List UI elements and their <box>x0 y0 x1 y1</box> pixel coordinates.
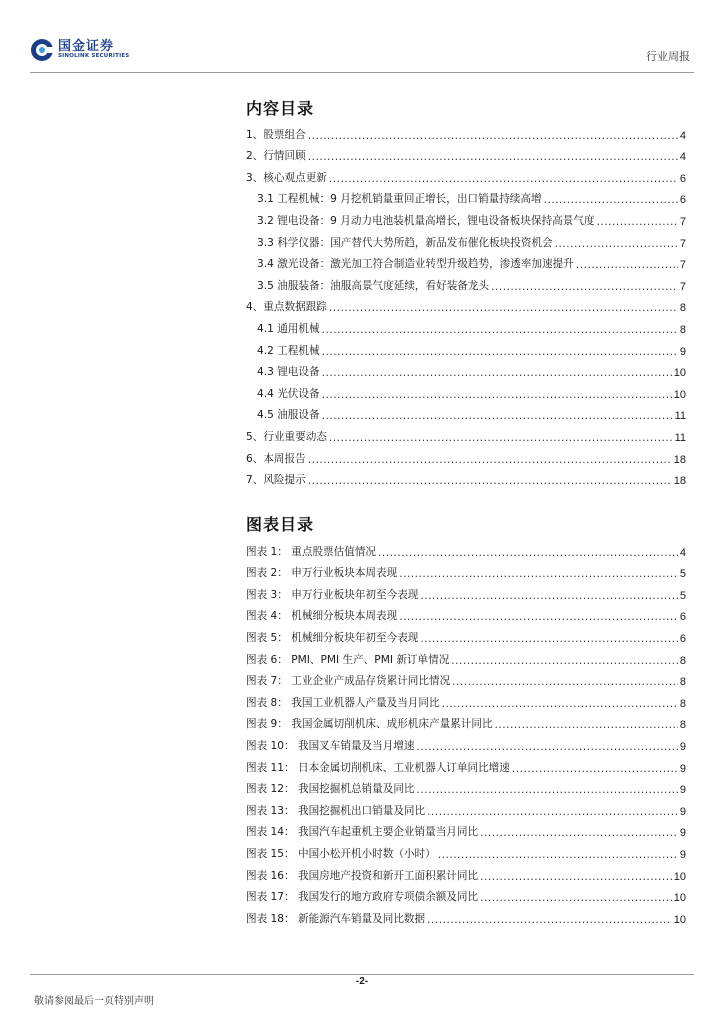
toc-entry[interactable] <box>246 142 686 164</box>
logo-english-name: SINOLINK SECURITIES <box>58 53 130 60</box>
dot-leader <box>495 719 678 731</box>
figure-entry[interactable] <box>246 861 686 883</box>
dot-leader <box>417 741 678 753</box>
dot-leader <box>308 454 672 466</box>
toc-entry-label: 1、股票组合 <box>246 128 306 141</box>
toc-entry[interactable] <box>246 336 686 358</box>
toc-entry-label: 3.3 科学仪器：国产替代大势所趋，新品发布催化板块投资机会 <box>257 236 553 249</box>
toc-entry-label: 5、行业重要动态 <box>246 430 327 443</box>
toc-entry-page-number: 18 <box>673 475 686 488</box>
figure-entry-label: 图表 5： 机械细分板块年初至今表现 <box>246 631 419 644</box>
toc-entry-page-number: 10 <box>673 388 686 401</box>
dot-leader <box>329 173 678 185</box>
toc-entry[interactable] <box>246 120 686 142</box>
toc-entry-page-number: 7 <box>679 215 686 228</box>
dot-leader <box>480 871 672 883</box>
figure-entry-label: 图表 16： 我国房地产投资和新开工面积累计同比 <box>246 869 479 882</box>
toc-entry-label: 2、行情回顾 <box>246 150 306 163</box>
toc-entry-page-number: 18 <box>673 453 686 466</box>
toc-entry-page-number: 9 <box>679 345 686 358</box>
figure-entry-page-number: 9 <box>679 740 686 753</box>
figure-entry-page-number: 6 <box>679 632 686 645</box>
figure-entry-page-number: 9 <box>679 827 686 840</box>
logo-chinese-name: 国金证券 <box>58 39 115 55</box>
figures-list <box>246 537 686 926</box>
figure-entry-page-number: 8 <box>679 697 686 710</box>
toc-entry-label: 3.4 激光设备：激光加工符合制造业转型升级趋势，渗透率加速提升 <box>257 258 574 271</box>
toc-entry-page-number: 7 <box>679 280 686 293</box>
dot-leader <box>512 763 678 775</box>
dot-leader <box>452 676 678 688</box>
figure-entry-label: 图表 17： 我国发行的地方政府专项债余额及同比 <box>246 891 479 904</box>
figure-entry-page-number: 9 <box>679 848 686 861</box>
dot-leader <box>427 806 678 818</box>
figure-entry-label: 图表 15： 中国小松开机小时数（小时） <box>246 847 436 860</box>
figure-entry[interactable] <box>246 883 686 905</box>
figure-entry[interactable] <box>246 839 686 861</box>
figure-entry-page-number: 9 <box>679 784 686 797</box>
toc-entry[interactable] <box>246 358 686 380</box>
figure-entry-label: 图表 3： 申万行业板块年初至今表现 <box>246 588 419 601</box>
toc-entry-page-number: 8 <box>679 302 686 315</box>
dot-leader <box>420 590 677 602</box>
toc-entry-label: 4.5 油服设备 <box>257 409 320 422</box>
figure-entry-page-number: 5 <box>679 589 686 602</box>
toc-entry[interactable] <box>246 293 686 315</box>
toc-list <box>246 120 686 487</box>
company-logo <box>30 38 129 62</box>
toc-entry[interactable] <box>246 185 686 207</box>
toc-entry-page-number: 7 <box>679 259 686 272</box>
toc-entry[interactable] <box>246 379 686 401</box>
dot-leader <box>480 892 672 904</box>
figure-entry-page-number: 8 <box>679 654 686 667</box>
dot-leader <box>576 259 678 271</box>
toc-entry-label: 3.5 油服装备：油服高景气度延续，看好装备龙头 <box>257 279 490 292</box>
toc-entry-label: 4.2 工程机械 <box>257 344 320 357</box>
toc-entry-label: 3、核心观点更新 <box>246 171 327 184</box>
figure-entry-label: 图表 4： 机械细分板块本周表现 <box>246 610 398 623</box>
toc-entry[interactable] <box>246 271 686 293</box>
dot-leader <box>438 849 678 861</box>
figure-entry[interactable] <box>246 710 686 732</box>
figure-entry[interactable] <box>246 559 686 581</box>
toc-entry[interactable] <box>246 314 686 336</box>
dot-leader <box>329 432 673 444</box>
dot-leader <box>480 827 678 839</box>
toc-entry[interactable] <box>246 250 686 272</box>
figure-entry-label: 图表 12： 我国挖掘机总销量及同比 <box>246 783 415 796</box>
toc-entry-page-number: 4 <box>679 129 686 142</box>
footer-divider <box>30 974 694 975</box>
figure-entry[interactable] <box>246 731 686 753</box>
figures-title: 图表目录 <box>246 515 315 534</box>
dot-leader <box>322 367 672 379</box>
dot-leader <box>399 611 678 623</box>
toc-entry-label: 4.4 光伏设备 <box>257 387 320 400</box>
dot-leader <box>322 389 672 401</box>
figure-entry-page-number: 8 <box>679 676 686 689</box>
toc-entry-label: 4、重点数据跟踪 <box>246 301 327 314</box>
sinolink-logo-icon <box>30 38 54 62</box>
figure-entry-label: 图表 13： 我国挖掘机出口销量及同比 <box>246 804 426 817</box>
toc-entry[interactable] <box>246 401 686 423</box>
toc-entry-label: 3.1 工程机械：9 月挖机销量重回正增长，出口销量持续高增 <box>257 193 542 206</box>
figure-entry-page-number: 4 <box>679 546 686 559</box>
toc-entry-label: 3.2 锂电设备：9 月动力电池装机量高增长，锂电设备板块保持高景气度 <box>257 214 595 227</box>
header-divider <box>30 72 694 73</box>
figure-entry-label: 图表 18： 新能源汽车销量及同比数据 <box>246 912 426 925</box>
report-type-label: 行业周报 <box>646 50 690 63</box>
toc-entry-page-number: 10 <box>673 367 686 380</box>
toc-entry-page-number: 6 <box>679 172 686 185</box>
figure-entry-label: 图表 10： 我国叉车销量及当月增速 <box>246 739 415 752</box>
dot-leader <box>329 302 678 314</box>
dot-leader <box>417 784 678 796</box>
figure-entry[interactable] <box>246 904 686 926</box>
figure-entry-page-number: 6 <box>679 611 686 624</box>
figure-entry-label: 图表 7： 工业企业产成品存货累计同比情况 <box>246 675 451 688</box>
dot-leader <box>544 194 678 206</box>
dot-leader <box>491 281 678 293</box>
figure-entry-label: 图表 11： 日本金属切削机床、工业机器人订单同比增速 <box>246 761 510 774</box>
toc-entry-page-number: 11 <box>674 431 686 444</box>
toc-entry-label: 4.3 锂电设备 <box>257 366 320 379</box>
dot-leader <box>378 547 678 559</box>
figure-entry-page-number: 10 <box>673 913 686 926</box>
figure-entry[interactable] <box>246 623 686 645</box>
figure-entry[interactable] <box>246 580 686 602</box>
dot-leader <box>597 216 678 228</box>
dot-leader <box>308 475 672 487</box>
figure-entry[interactable] <box>246 645 686 667</box>
toc-title: 内容目录 <box>246 99 315 118</box>
figure-entry-label: 图表 14： 我国汽车起重机主要企业销量当月同比 <box>246 826 479 839</box>
disclaimer-text: 敬请参阅最后一页特别声明 <box>34 996 154 1007</box>
toc-entry[interactable] <box>246 206 686 228</box>
dot-leader <box>308 151 678 163</box>
figure-entry[interactable] <box>246 775 686 797</box>
dot-leader <box>555 238 678 250</box>
toc-entry-page-number: 11 <box>674 410 686 423</box>
dot-leader <box>399 568 678 580</box>
figure-entry[interactable] <box>246 537 686 559</box>
toc-entry-label: 7、风险提示 <box>246 474 306 487</box>
toc-entry-label: 6、本周报告 <box>246 452 306 465</box>
figure-entry[interactable] <box>246 688 686 710</box>
toc-entry[interactable] <box>246 466 686 488</box>
figure-entry-label: 图表 6： PMI、PMI 生产、PMI 新订单情况 <box>246 653 450 666</box>
toc-entry-page-number: 4 <box>679 151 686 164</box>
page-header <box>30 38 694 68</box>
figure-entry-page-number: 8 <box>679 719 686 732</box>
page-number: -2- <box>355 976 369 987</box>
toc-entry-page-number: 7 <box>679 237 686 250</box>
dot-leader <box>322 346 678 358</box>
figure-entry[interactable] <box>246 753 686 775</box>
toc-entry[interactable] <box>246 444 686 466</box>
figure-entry-page-number: 10 <box>673 870 686 883</box>
figure-entry-page-number: 9 <box>679 762 686 775</box>
dot-leader <box>308 130 678 142</box>
dot-leader <box>420 633 677 645</box>
figure-entry-label: 图表 8： 我国工业机器人产量及当月同比 <box>246 696 440 709</box>
dot-leader <box>322 324 678 336</box>
toc-entry[interactable] <box>246 422 686 444</box>
toc-entry-page-number: 8 <box>679 323 686 336</box>
figure-entry-page-number: 5 <box>679 568 686 581</box>
figure-entry[interactable] <box>246 818 686 840</box>
dot-leader <box>427 914 672 926</box>
figure-entry-label: 图表 9： 我国金属切削机床、成形机床产量累计同比 <box>246 718 493 731</box>
figure-entry-label: 图表 1： 重点股票估值情况 <box>246 545 377 558</box>
figure-entry[interactable] <box>246 796 686 818</box>
figure-entry-page-number: 10 <box>673 892 686 905</box>
dot-leader <box>442 698 678 710</box>
figure-entry[interactable] <box>246 667 686 689</box>
toc-entry-label: 4.1 通用机械 <box>257 322 320 335</box>
figure-entry-page-number: 9 <box>679 805 686 818</box>
figure-entry-label: 图表 2： 申万行业板块本周表现 <box>246 567 398 580</box>
dot-leader <box>451 655 678 667</box>
figure-entry[interactable] <box>246 602 686 624</box>
toc-entry[interactable] <box>246 228 686 250</box>
dot-leader <box>322 410 673 422</box>
toc-entry-page-number: 6 <box>679 194 686 207</box>
toc-entry[interactable] <box>246 163 686 185</box>
